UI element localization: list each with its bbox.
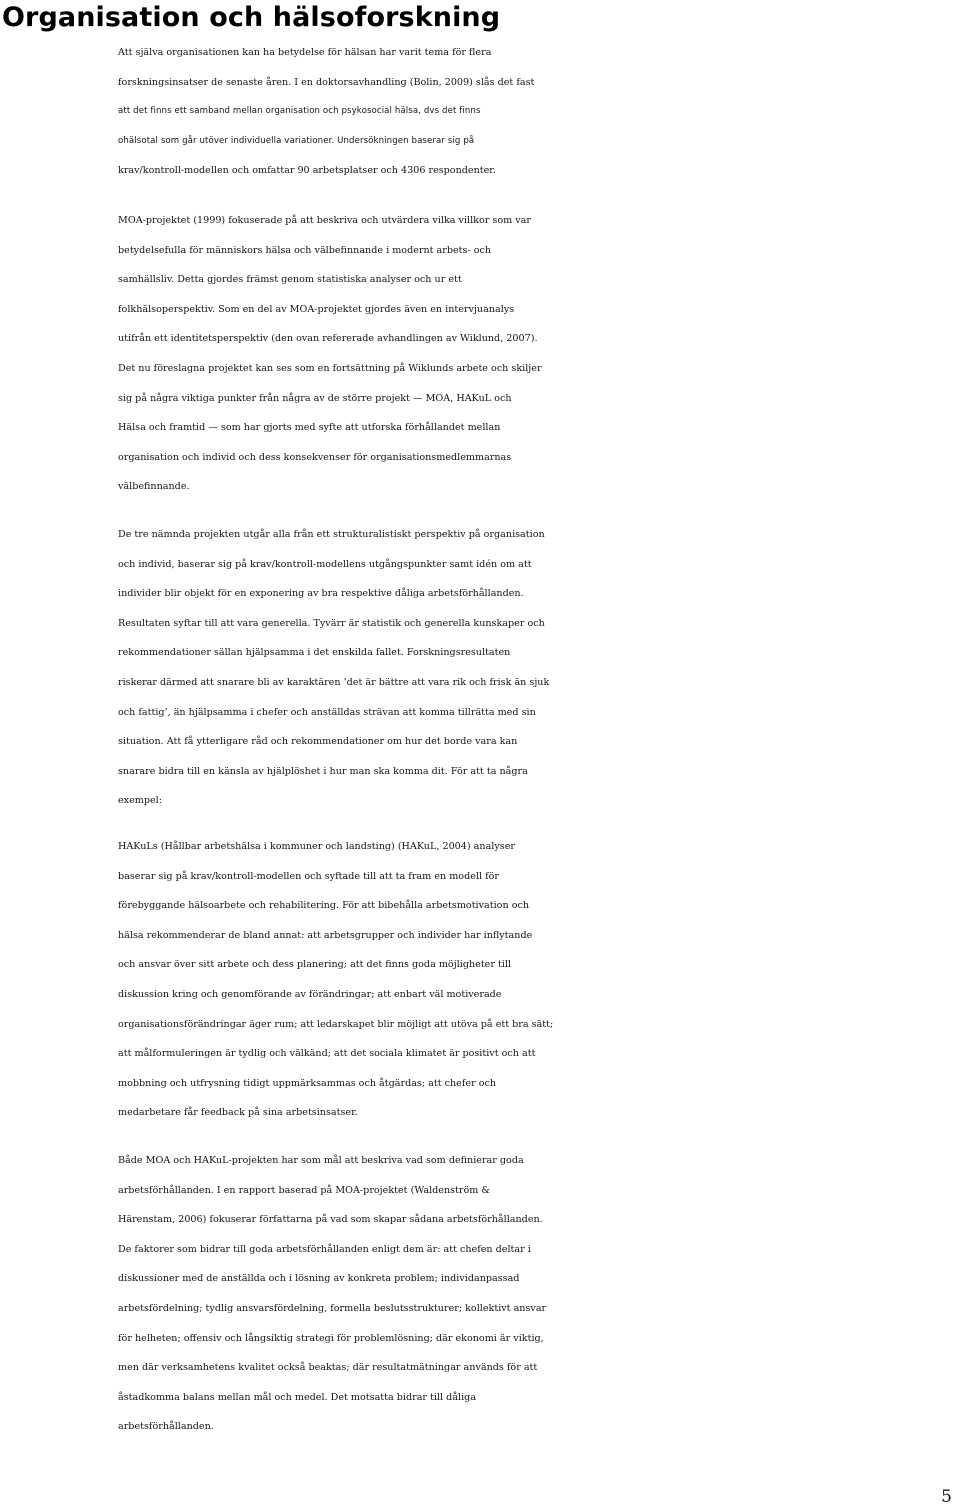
paragraph-2-line-5: utifrån ett identitetsperspektiv (den ovan refererade avhandlingen av Wiklund, 2007). [118, 333, 538, 345]
paragraph-3-line-1: De tre nämnda projekten utgår alla från ett strukturalistiskt perspektiv på organisation [118, 529, 545, 540]
paragraph-3-line-9: snarare bidra till en känsla av hjälplöshet i hur man ska komma dit. För att ta några [118, 765, 528, 777]
paragraph-5-line-10: arbetsförhållanden. [118, 1421, 214, 1433]
paragraph-5-line-6: arbetsfördelning; tydlig ansvarsfördelning, formella beslutsstrukturer; kollektivt ansvar [118, 1302, 547, 1314]
paragraph-4-line-3: förebyggande hälsoarbete och rehabilitering. För att bibehålla arbetsmotivation och [118, 900, 530, 912]
paragraph-2-line-4: folkhälsoperspektiv. Som en del av MOA-projektet gjordes även en intervjuanalys [118, 303, 515, 315]
paragraph-5-line-3: Härenstam, 2006) fokuserar författarna på vad som skapar sådana arbetsförhållanden. [118, 1214, 543, 1226]
paragraph-3-line-5: rekommendationer sällan hjälpsamma i det enskilda fallet. Forskningsresultaten [118, 647, 511, 659]
paragraph-1 [118, 38, 960, 186]
paragraph-3-line-2: och individ, baserar sig på krav/kontroll-modellens utgångspunkter samt idén om att [118, 558, 532, 570]
paragraph-1-line-2: forskningsinsatser de senaste åren. I en doktorsavhandling (Bolin, 2009) slås det fast [118, 76, 535, 88]
paragraph-3 [118, 520, 960, 816]
paragraph-5-line-8: men där verksamhetens kvalitet också beaktas; där resultatmätningar används för att [118, 1362, 538, 1374]
paragraph-3-line-4: Resultaten syftar till att vara generella. Tyvärr är statistik och generella kunskaper och [118, 617, 545, 629]
paragraph-2-line-7: sig på några viktiga punkter från några av de större projekt — MOA, HAKuL och [118, 392, 512, 404]
paragraph-4-line-4: hälsa rekommenderar de bland annat: att arbetsgrupper och individer har inflytande [118, 929, 533, 941]
paragraph-5-line-7: för helheten; offensiv och långsiktig strategi för problemlösning; där ekonomi är viktig, [118, 1332, 544, 1344]
paragraph-4-line-7: organisationsförändringar äger rum; att ledarskapet blir möjligt att utöva på ett bra sätt; [118, 1018, 554, 1030]
paragraph-5-line-4: De faktorer som bidrar till goda arbetsförhållanden enligt dem är: att chefen deltar i [118, 1243, 531, 1255]
paragraph-2-line-8: Hälsa och framtid — som har gjorts med syfte att utforska förhållandet mellan [118, 422, 501, 434]
page-number: 5 [941, 1487, 952, 1507]
paragraph-5-line-5: diskussioner med de anställda och i lösning av konkreta problem; individanpassad [118, 1273, 520, 1285]
paragraph-2-line-1: MOA-projektet (1999) fokuserade på att beskriva och utvärdera vilka villkor som var [118, 215, 531, 226]
paragraph-4-line-2: baserar sig på krav/kontroll-modellen och syftade till att ta fram en modell för [118, 870, 499, 882]
paragraph-4-line-5: och ansvar över sitt arbete och dess planering; att det finns goda möjligheter till [118, 959, 512, 971]
paragraph-5-line-2: arbetsförhållanden. I en rapport baserad på MOA-projektet (Waldenström & [118, 1184, 490, 1196]
section-heading: Organisation och hälsoforskning [2, 2, 501, 33]
paragraph-4-line-10: medarbetare får feedback på sina arbetsinsatser. [118, 1107, 358, 1119]
paragraph-1-line-1: Att själva organisationen kan ha betydelse för hälsan har varit tema för flera [118, 47, 492, 58]
paragraph-2-line-2: betydelsefulla för människors hälsa och välbefinnande i modernt arbets- och [118, 244, 492, 256]
paragraph-1-line-5: krav/kontroll-modellen och omfattar 90 arbetsplatser och 4306 respondenter. [118, 165, 496, 177]
paragraph-4-line-6: diskussion kring och genomförande av förändringar; att enbart väl motiverade [118, 988, 502, 1000]
paragraph-4 [118, 832, 960, 1128]
paragraph-4-line-9: mobbning och utfrysning tidigt uppmärksammas och åtgärdas; att chefer och [118, 1077, 497, 1089]
paragraph-2-line-6: Det nu föreslagna projektet kan ses som en fortsättning på Wiklunds arbete och skiljer [118, 362, 542, 374]
paragraph-1-line-4: ohälsotal som går utöver individuella variationer. Undersökningen baserar sig på [118, 135, 475, 146]
paragraph-1-line-3: att det finns ett samband mellan organisation och psykosocial hälsa, dvs det finns [118, 106, 481, 117]
paragraph-3-line-10: exempel: [118, 795, 162, 807]
paragraph-3-line-8: situation. Att få ytterligare råd och rekommendationer om hur det borde vara kan [118, 736, 518, 748]
paragraph-5-line-9: åstadkomma balans mellan mål och medel. Det motsatta bidrar till dåliga [118, 1391, 477, 1403]
paragraph-2 [118, 206, 960, 502]
paragraph-2-line-9: organisation och individ och dess konsekvenser för organisationsmedlemmarnas [118, 451, 512, 463]
paragraph-4-line-8: att målformuleringen är tydlig och välkänd; att det sociala klimatet är positivt och att [118, 1048, 536, 1060]
paragraph-3-line-3: individer blir objekt för en exponering av bra respektive dåliga arbetsförhållanden. [118, 588, 524, 600]
paragraph-3-line-6: riskerar därmed att snarare bli av karaktären ’det är bättre att vara rik och frisk än sjuk [118, 676, 550, 688]
paragraph-2-line-10: välbefinnande. [118, 481, 190, 493]
paragraph-5 [118, 1146, 960, 1442]
paragraph-2-line-3: samhällsliv. Detta gjordes främst genom statistiska analyser och ur ett [118, 274, 462, 286]
paragraph-3-line-7: och fattig’, än hjälpsamma i chefer och anställdas strävan att komma tillrätta med sin [118, 706, 536, 718]
paragraph-4-line-1: HAKuLs (Hållbar arbetshälsa i kommuner och landsting) (HAKuL, 2004) analyser [118, 841, 515, 852]
paragraph-5-line-1: Både MOA och HAKuL-projekten har som mål att beskriva vad som definierar goda [118, 1155, 524, 1166]
